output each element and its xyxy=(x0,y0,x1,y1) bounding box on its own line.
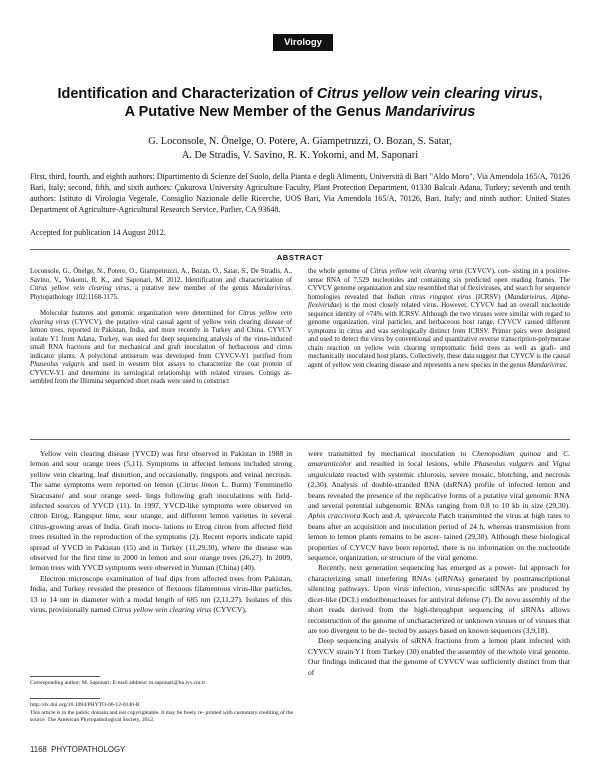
section-tag: Virology xyxy=(273,34,333,51)
body-paragraph-4: Recently, next generation sequencing has emerged as a power- ful approach for characterizing small interfering RNAs (siRNAs) generated by posttranscriptional silencing pathways. Upon virus infection, virus-specific siRNAs are produced by dicer-like (DCL) endoribonucleases for antiviral defense (7). De novo assembly of the short reads derived from the high-throughput sequencing of siRNAs allows reconstruction of the genome of uncharacterized or unknown viruses or of viruses that are too divergent to be de- tected by assays based on known sequences (3,9,18). xyxy=(308,563,570,635)
abstract-heading: ABSTRACT xyxy=(276,253,324,262)
abstract-top-rule xyxy=(30,249,570,250)
footnote-rule-2 xyxy=(30,698,100,699)
body-paragraph-2: Electron microscope examination of leaf dips from affected trees from Pakistan, India, and Turkey revealed the presence of flexuous filamentous virus-like particles, 13 to 14 nm in diameter with a modal length of 685 nm (2,11,27). Isolates of this virus, provisionally named Citrus yellow vein clearing virus (CYVCV), xyxy=(30,573,292,615)
title-line-1: Identification and Characterization of Citrus yellow vein clearing virus, xyxy=(57,86,543,102)
body-paragraph-1: Yellow vein clearing disease (YVCD) was first observed in Pakistan in 1988 in lemon and sour orange trees (5,11). Symptoms in affected lemons included strong yellow vein clearing, leaf distortion, and occasionally, ringspots and veinal necrosis. The same symptoms were reported on lemon (Citrus limon L. Burm) 'Femminello Siracusano' and sour orange seed- lings following graft inoculations with field-infected sources of YVCD (11). In 1997, YVCD-like symptoms were observed on citron Etrog, Rangspur lime, sour orange, and different lemon varieties in several citrus-growing areas of India. Graft inocu- lations to Etrog citron from affected field trees resulted in the reproduction of the symptoms (2). Recent reports indicate rapid spread of YVCD in Pakistan (15) and in Turkey (11,29,30), where the disease was observed for the first time in 2000 in lemon and sour orange trees (26,27). In 2009, lemon trees with YVCD symptoms were observed in Yunnan (China) (40). xyxy=(30,449,292,573)
doi-link[interactable]: http://dx.doi.org/10.1094/PHYTO-06-12-0140-R xyxy=(30,702,140,708)
author-list: G. Loconsole, N. Önelge, O. Potere, A. Giampetruzzi, O. Bozan, S. Satar, A. De Stradis, V. Savino, R. K. Yokomi, and M. Saponari xyxy=(148,136,452,161)
abstract-left-column xyxy=(30,268,292,387)
body-paragraph-5: Deep sequencing analysis of siRNA fractions from a lemon plant infected with CYVCV strain Y1 from Turkey (30) enabled the assembly of the whole viral genome. Our findings indicated that the genome of CYVCV was sufficiently distinct from that of xyxy=(308,636,570,677)
page-number: 1168 xyxy=(30,745,47,754)
abstract-paragraph-1: Molecular features and genomic organization were determined for Citrus yellow vein clearing virus (CYVCV), the putative viral causal agent of yellow vein clearing disease of lemon trees, reported in Pakistan, India, and more recently in Turkey and China. CYVCV isolate Y1 from Adana, Turkey, was used for deep sequencing analysis of the virus-induced small RNA fractions and for mechanical and graft inoculation of herbaceous and citrus indicator plants. A polyclonal antiserum was developed from CYVCV-Y1 purified from Phaseolus vulgaris and used in western blot assays to characterize the coat protein of CYVCV-Y1 and determine its serological relationship with related viruses. Contigs as- sembled from the Illumina sequenced short reads were used to construct xyxy=(30,310,293,385)
abstract-paragraph-2: the whole genome of Citrus yellow vein clearing virus (CYVCV), con- sisting in a positive-sense RNA of 7,529 nucleotides and containing six predicted open reading frames. The CYVCV genome organization and size resembled that of flexiviruses, and search for sequence homologies revealed that Indian citrus ringspot virus (ICRSV) (Mandarivirus, Alpha- flexiviridae) is the most closely related virus. However, CYVCV had an overall nucleotide sequence identity of ≈74% with ICRSV. Although the two viruses were similar with regard to genome organization, viral particles, and herbaceous host range, CYVCV caused different symptoms in citrus and was serologically distinct from ICRSV. Primer pairs were designed and used to detect the virus by conventional and quantitative reverse transcription-polymerase chain reaction on yellow vein clearing symptomatic field trees as well as graft- and mechanically inoculated host plants. Collectively, these data suggest that CYVCV is the causal agent of yellow vein clearing disease and represents a new species in the genus Mandarivirus. xyxy=(308,268,570,369)
page-footer xyxy=(30,745,125,754)
corresponding-author-note: Corresponding author: M. Saponari; E-mail address: m.saponari@ba.ivv.cnr.it xyxy=(30,680,205,686)
abstract-bottom-rule xyxy=(30,439,570,440)
title-line-2: A Putative New Member of the Genus Mandarivirus xyxy=(124,104,476,120)
abstract-citation: Loconsole, G., Önelge, N., Potere, O., Giampetruzzi, A., Bozan, O., Satar, S., De Stradis, A., Savino, V., Yokomi, R. K., and Saponari, M. 2012. Identification and characterization of Citrus yellow vein clearing virus, a putative new member of the genus Mandarivirus. Phytopathology 102:1168-1175. xyxy=(30,268,292,301)
journal-name: PHYTOPATHOLOGY xyxy=(51,745,126,754)
rights-notice: This article is in the public domain and not copyrightable. It may be freely re- printed with customary crediting of the source. The American Phytopathological Society, 2012. xyxy=(30,710,293,724)
footnote-rule xyxy=(30,676,100,677)
accepted-date: Accepted for publication 14 August 2012. xyxy=(30,228,166,237)
body-paragraph-3: were transmitted by mechanical inoculation to Chenopodium quinoa and C. amaranticolor and resulted in local lesions, while Phaseolus vulgaris and Vigna unguiculata reacted with systemic chlorosis, severe mosaic, blotching, and necrosis (2,30). Analysis of double-stranded RNA (dsRNA) profile of infected lemon and beans revealed the presence of the replicative forms of a putative viral genomic RNA and several potential subgenomic RNAs ranging from 0.8 to 10 kb in size (29,30). Aphis craccivora Koch and A. spiraecola Patch transmitted the virus at high rates to beans after an acquisition and inoculation period of 24 h, whereas transmission from lemon to lemon plants remains to be ascer- tained (29,30). Although these biological properties of CYVCV have been reported, there is no information on the nucleotide sequence, organization, or structure of the viral genome. xyxy=(308,449,571,563)
affiliations: First, third, fourth, and eighth authors: Dipartimento di Scienze del Suolo, della Pianta e degli Alimenti, Università di Bari "Aldo Moro", Via Amendola 165/A, 70126 Bari, Italy; second, fifth, and sixth authors: Çukurova University Agriculture Faculty, Plant Protection Department, 01330 Balcalı Adana, Turkey; seventh and tenth authors: Istituto di Virologia Vegetale, Consiglio Nazionale delle Ricerche, UOS Bari, Via Amendola 165/A, 70126, Bari, Italy; and ninth author: United States Department of Agriculture-Agricultural Research Service, Parlier, CA 93648. xyxy=(30,172,570,215)
abstract-right-column xyxy=(308,268,570,370)
article-title xyxy=(30,85,570,121)
body-right-column xyxy=(308,449,570,678)
body-left-column xyxy=(30,449,292,616)
